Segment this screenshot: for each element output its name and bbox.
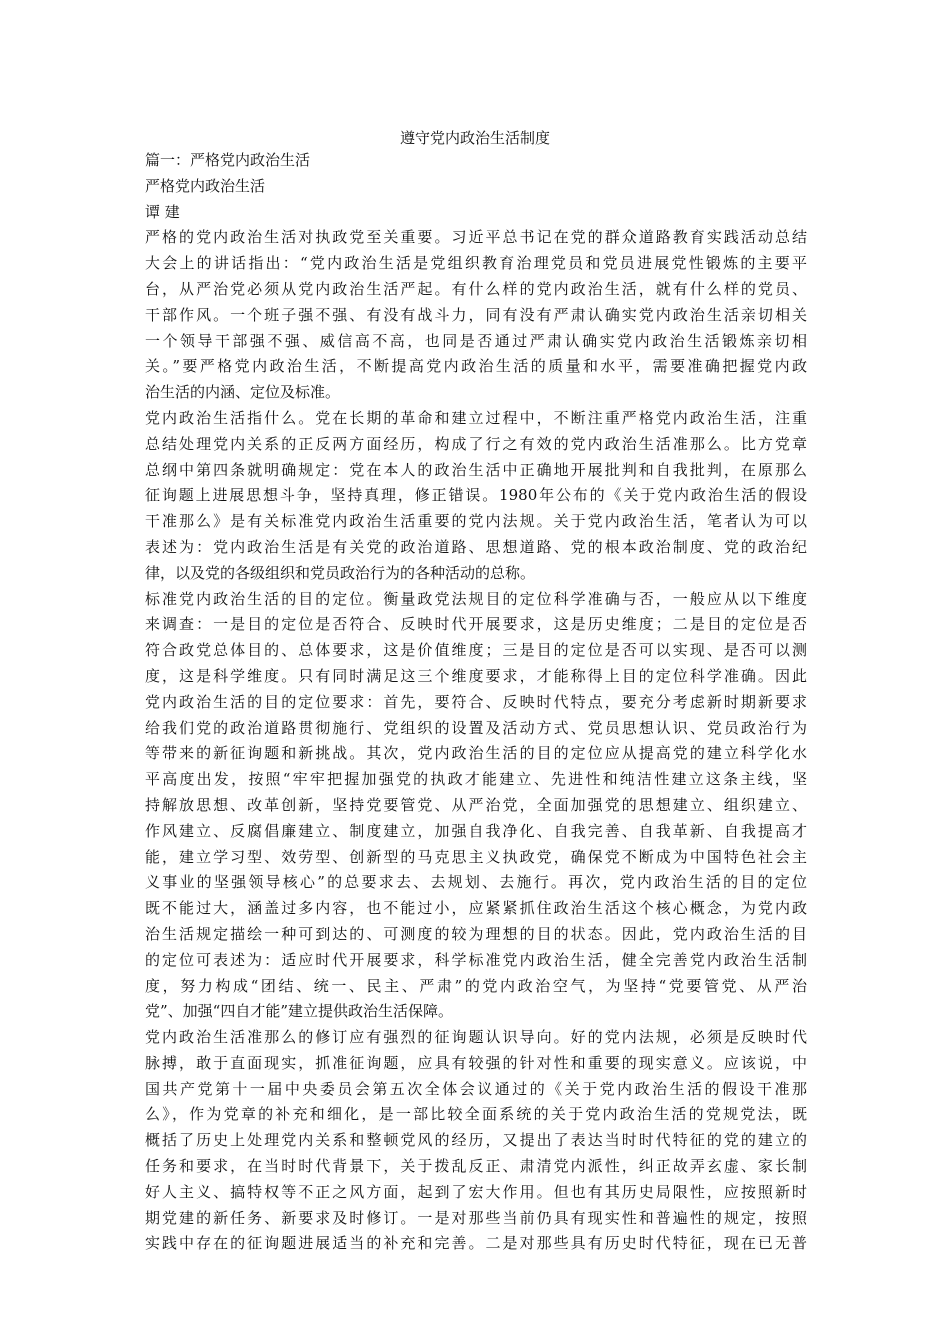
text-line: 作风建立、反腐倡廉建立、制度建立，加强自我净化、自我完善、自我革新、自我提高才 bbox=[145, 821, 807, 840]
text-line: 治生活的内涵、定位及标准。 bbox=[145, 383, 341, 402]
text-line: 篇一：严格党内政治生活 bbox=[145, 151, 311, 169]
text-line: 干部作风。一个班子强不强、有没有战斗力，同有没有严肃认确实党内政治生活亲切相关 bbox=[145, 305, 807, 324]
text-line: 关。”要严格党内政治生活，不断提高党内政治生活的质量和水平，需要准确把握党内政 bbox=[145, 357, 807, 376]
text-line: 期党建的新任务、新要求及时修订。一是对那些当前仍具有现实性和普遍性的规定，按照 bbox=[145, 1208, 807, 1227]
text-line: 征询题上进展思想斗争，坚持真理，修正错误。1980年公布的《关于党内政治生活的假设 bbox=[145, 486, 807, 505]
text-line: 党内政治生活准那么的修订应有强烈的征询题认识导向。好的党内法规，必须是反映时代 bbox=[145, 1028, 807, 1047]
text-line: 干准那么》是有关标准党内政治生活重要的党内法规。关于党内政治生活，笔者认为可以 bbox=[145, 512, 807, 531]
text-line: 表述为：党内政治生活是有关党的政治道路、思想道路、党的根本政治制度、党的政治纪 bbox=[145, 537, 807, 556]
text-line: 严格党内政治生活 bbox=[145, 176, 266, 195]
text-line: 概括了历史上处理党内关系和整顿党风的经历，又提出了表达当时时代特征的党的建立的 bbox=[145, 1131, 807, 1150]
text-line: 党”、加强“四自才能”建立提供政治生活保障。 bbox=[145, 1002, 454, 1021]
text-line: 谭 建 bbox=[145, 202, 180, 221]
text-line: 大会上的讲话指出：“党内政治生活是党组织教育治理党员和党员进展党性锻炼的主要平 bbox=[145, 254, 807, 273]
text-line: 既不能过大，涵盖过多内容，也不能过小，应紧紧抓住政治生活这个核心概念，为党内政 bbox=[145, 899, 807, 918]
text-line: 严格的党内政治生活对执政党至关重要。习近平总书记在党的群众道路教育实践活动总结 bbox=[145, 228, 807, 247]
text-line: 台，从严治党必须从党内政治生活严起。有什么样的党内政治生活，就有什么样的党员、 bbox=[145, 279, 807, 298]
text-line: 等带来的新征询题和新挑战。其次，党内政治生活的目的定位应从提高党的建立科学化水 bbox=[145, 744, 807, 763]
text-line: 党内政治生活指什么。党在长期的革命和建立过程中，不断注重严格党内政治生活，注重 bbox=[145, 408, 807, 427]
text-line: 总结处理党内关系的正反两方面经历，构成了行之有效的党内政治生活准那么。比方党章 bbox=[145, 434, 807, 453]
text-line: 么》，作为党章的补充和细化，是一部比较全面系统的关于党内政治生活的党规党法，既 bbox=[145, 1105, 807, 1124]
text-line: 任务和要求，在当时时代背景下，关于拨乱反正、肃清党内派性，纠正故弄玄虚、家长制 bbox=[145, 1157, 807, 1176]
text-line: 律，以及党的各级组织和党员政治行为的各种活动的总称。 bbox=[145, 563, 536, 582]
text-line: 度，努力构成“团结、统一、民主、严肃”的党内政治空气，为坚持“党要管党、从严治 bbox=[145, 976, 807, 995]
text-line: 能，建立学习型、效劳型、创新型的马克思主义执政党，确保党不断成为中国特色社会主 bbox=[145, 847, 807, 866]
text-line: 义事业的坚强领导核心”的总要求去、去规划、去施行。再次，党内政治生活的目的定位 bbox=[145, 873, 807, 892]
text-line: 实践中存在的征询题进展适当的补充和完善。二是对那些具有历史时代特征，现在已无普 bbox=[145, 1234, 807, 1253]
text-line: 标准党内政治生活的目的定位。衡量政党法规目的定位科学准确与否，一般应从以下维度 bbox=[145, 589, 807, 608]
text-line: 度，这是科学维度。只有同时满足这三个维度要求，才能称得上目的定位科学准确。因此 bbox=[145, 666, 807, 685]
text-line: 持解放思想、改革创新，坚持党要管党、从严治党，全面加强党的思想建立、组织建立、 bbox=[145, 795, 807, 814]
text-line: 的定位可表述为：适应时代开展要求，科学标准党内政治生活，健全完善党内政治生活制 bbox=[145, 950, 807, 969]
text-line: 脉搏，敢于直面现实，抓准征询题，应具有较强的针对性和重要的现实意义。应该说，中 bbox=[145, 1053, 807, 1072]
text-line: 好人主义、搞特权等不正之风方面，起到了宏大作用。但也有其历史局限性，应按照新时 bbox=[145, 1182, 807, 1201]
document-body bbox=[145, 148, 807, 1257]
document-title: 遵守党内政治生活制度 bbox=[399, 129, 550, 147]
text-line: 给我们党的政治道路贯彻施行、党组织的设置及活动方式、党员思想认识、党员政治行为 bbox=[145, 718, 807, 737]
text-line: 符合政党总体目的、总体要求，这是价值维度；三是目的定位是否可以实现、是否可以测 bbox=[145, 641, 807, 660]
text-line: 治生活规定描绘一种可到达的、可测度的较为理想的目的状态。因此，党内政治生活的目 bbox=[145, 924, 807, 943]
text-line: 来调查：一是目的定位是否符合、反映时代开展要求，这是历史维度；二是目的定位是否 bbox=[145, 615, 807, 634]
text-line: 一个领导干部强不强、威信高不高，也同是否通过严肃认确实党内政治生活锻炼亲切相 bbox=[145, 331, 807, 350]
text-line: 平高度出发，按照“牢牢把握加强党的执政才能建立、先进性和纯洁性建立这条主线，坚 bbox=[145, 770, 807, 789]
text-line: 党内政治生活的目的定位要求：首先，要符合、反映时代特点，要充分考虑新时期新要求 bbox=[145, 692, 807, 711]
text-line: 总纲中第四条就明确规定：党在本人的政治生活中正确地开展批判和自我批判，在原那么 bbox=[145, 460, 807, 479]
text-line: 国共产党第十一届中央委员会第五次全体会议通过的《关于党内政治生活的假设干准那 bbox=[145, 1079, 807, 1098]
